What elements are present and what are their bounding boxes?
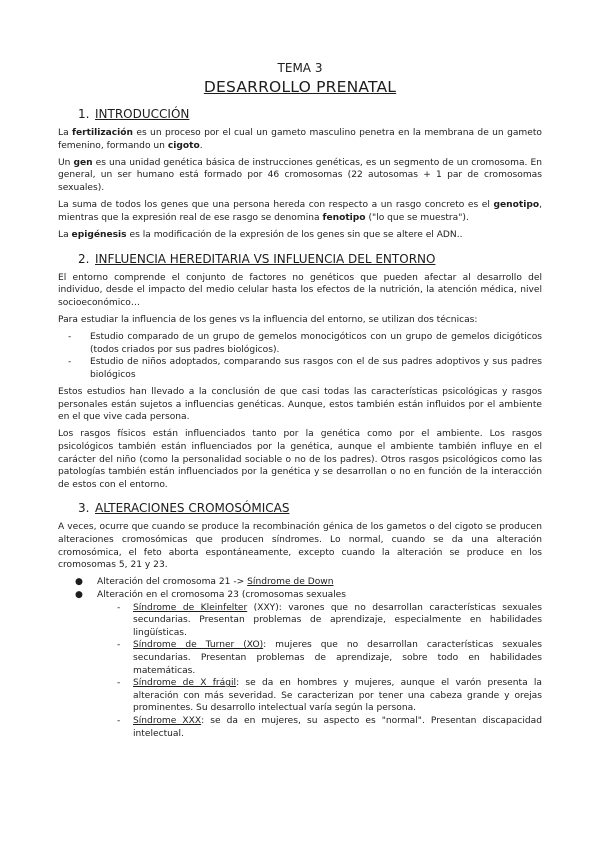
section-number: 3.	[78, 501, 90, 516]
section-number: 1.	[78, 107, 90, 121]
bullet-icon: ●	[75, 577, 83, 588]
topic-number: TEMA 3	[277, 61, 323, 75]
paragraph-entorno: El entorno comprende el conjunto de factores no genéticos que pueden afectar al desarrollo del individuo, desde el impacto del medio celular hasta los efectos de la nutrición, la atención médica, nivel socioeconómico…	[58, 272, 542, 308]
section-title: INTRODUCCIÓN	[95, 107, 190, 121]
paragraph-rasgos: Los rasgos físicos están influenciados tanto por la genética como por el ambiente. Los rasgos psicológicos también están influenciados por la genética, aunque el ambiente también influye en el carácter del niño (como la personalidad sociable o no de los padres). Otros rasgos psicológicos como las patologías también están influenciados por la genética y se desarrollan o no en función de la interacción de estos con el entorno.	[58, 429, 542, 490]
syndrome-down-link: Síndrome de Down	[247, 577, 334, 588]
syndromes-list	[97, 602, 542, 741]
paragraph-alteraciones: A veces, ocurre que cuando se produce la recombinación génica de los gametos o del cigoto se producen alteraciones cromosómicas que producen síndromes. Lo normal, cuando se da una alteración cromosómica, el feto aborta espontáneamente, excepto cuando la alteración se produce en los cromosomas 5, 21 y 23.	[58, 522, 542, 571]
techniques-list	[58, 331, 542, 381]
syndrome-item: - Síndrome de Turner (XO): mujeres que no desarrollan características sexuales secundarias. Presentan problemas de aprendizaje, sobre todo en habilidades matemáticas.	[97, 639, 542, 677]
paragraph-conclusion: Estos estudios han llevado a la conclusión de que casi todas las características psicológicas y rasgos personales están sujetos a influencias genéticas. Aunque, estos también están influidos por el ambiente en el que vive cada persona.	[58, 387, 542, 423]
list-item: - Estudio comparado de un grupo de gemelos monocigóticos con un grupo de gemelos dicigóticos (todos criados por sus padres biológicos).	[58, 331, 542, 356]
list-item: ● Alteración del cromosoma 21 -> Síndrome de Down	[75, 577, 334, 588]
list-item: ● Alteración en el cromosoma 23 (cromosomas sexuales - Síndrome de Kleinfelter (XXY): varones que no desarrollan características sexuales secundarias. Presentan problemas de aprendizaje, especialmente en habilidades lingüísticas. - Síndrome de Turner (XO): mujeres que no desarrollan características sexuales secundarias. Presentan problemas de aprendizaje, sobre todo en habilidades matemáticas. - Síndrome de X frágil: se da en hombres y mujeres, aunque el varón presenta la alteración con más severidad. Se caracterizan por tener una cabeza grande y orejas prominentes. Su desarrollo intelectual varía según la persona. - Síndrome XXX: se da en mujeres, su aspecto es "normal". Presentan discapacidad intelectual.	[58, 589, 542, 740]
paragraph-genotipo: La suma de todos los genes que una persona hereda con respecto a un rasgo concreto es el genotipo, mientras que la expresión real de ese rasgo se denomina fenotipo ("lo que se muestra").	[58, 200, 542, 223]
paragraph-epigenesis: La epigénesis es la modificación de la expresión de los genes sin que se altere el ADN..	[58, 229, 463, 240]
section-heading-alteraciones	[58, 501, 542, 516]
section-title: ALTERACIONES CROMOSÓMICAS	[95, 501, 290, 516]
paragraph-tecnicas: Para estudiar la influencia de los genes vs la influencia del entorno, se utilizan dos técnicas:	[58, 314, 478, 325]
section-title: INFLUENCIA HEREDITARIA VS INFLUENCIA DEL ENTORNO	[95, 251, 436, 266]
paragraph-fertilizacion: La fertilización es un proceso por el cual un gameto masculino penetra en la membrana de un gameto femenino, formando un cigoto.	[58, 128, 542, 151]
document-title: DESARROLLO PRENATAL	[203, 78, 397, 96]
section-number: 2.	[78, 251, 90, 266]
bullet-icon: ●	[75, 589, 83, 600]
section-heading-introduccion	[58, 107, 542, 122]
syndrome-item: - Síndrome de Kleinfelter (XXY): varones que no desarrollan características sexuales secundarias. Presentan problemas de aprendizaje, especialmente en habilidades lingüísticas.	[97, 602, 542, 640]
paragraph-gen: Un gen es una unidad genética básica de instrucciones genéticas, es un segmento de un cromosoma. En general, un ser humano está formado por 46 cromosomas (22 autosomas + 1 par de cromosomas sexuales).	[58, 157, 542, 193]
section-heading-influencia	[58, 252, 542, 267]
syndrome-item: - Síndrome de X frágil: se da en hombres y mujeres, aunque el varón presenta la alteración con más severidad. Se caracterizan por tener una cabeza grande y orejas prominentes. Su desarrollo intelectual varía según la persona.	[97, 677, 542, 715]
syndrome-item: - Síndrome XXX: se da en mujeres, su aspecto es "normal". Presentan discapacidad intelectual.	[97, 715, 542, 740]
alterations-list	[58, 576, 542, 740]
list-item: - Estudio de niños adoptados, comparando sus rasgos con el de sus padres adoptivos y sus padres biológicos	[58, 356, 542, 381]
